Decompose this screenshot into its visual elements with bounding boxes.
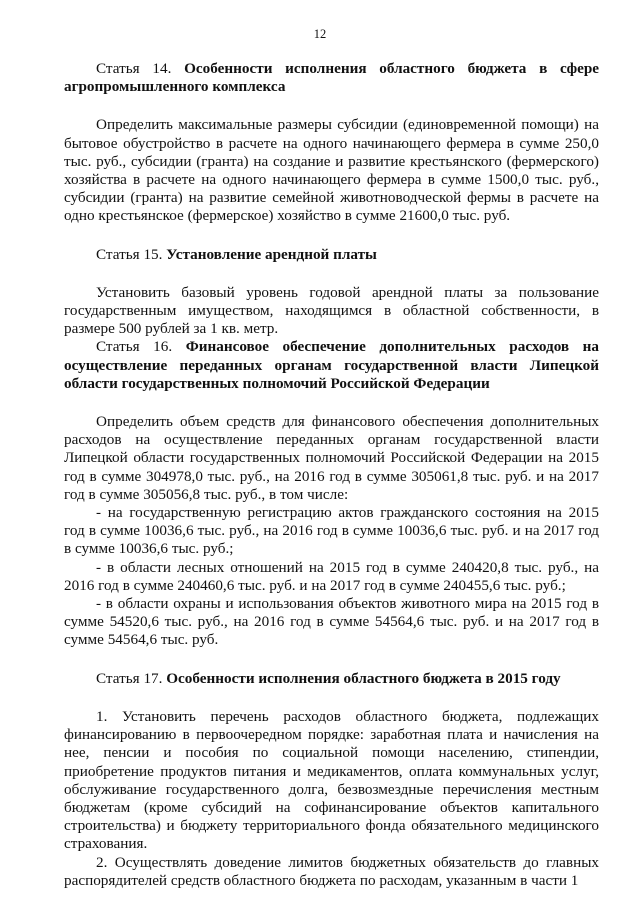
article-17-heading xyxy=(64,670,599,688)
page-number: 12 xyxy=(313,27,327,41)
article-14-number: Статья 14. xyxy=(96,60,172,77)
article-15-paragraph-1: Установить базовый уровень годовой арендной платы за пользование государственным имуществом, находящимся в областной собственности, в размере 500 рублей за 1 кв. метр. xyxy=(64,283,599,338)
article-15-title: Установление арендной платы xyxy=(166,245,377,263)
article-16-item-3: - в области охраны и использования объектов животного мира на 2015 год в сумме 54520,6 тыс. руб., на 2016 год в сумме 54564,6 тыс. руб. и на 2017 год в сумме 54564,6 тыс. руб. xyxy=(64,595,599,649)
article-17-title: Особенности исполнения областного бюджета в 2015 году xyxy=(166,669,561,687)
article-14-title: Особенности исполнения областного бюджета в сфере агропромышленного комплекса xyxy=(64,60,600,96)
article-17-number: Статья 17. xyxy=(96,669,163,687)
article-16-item-1: - на государственную регистрацию актов гражданского состояния на 2015 год в сумме 10036,6 тыс. руб., на 2016 год в сумме 10036,6 тыс. руб. и на 2017 год в сумме 10036,6 тыс. руб.; xyxy=(64,504,599,558)
article-14-paragraph-1: Определить максимальные размеры субсидии (единовременной помощи) на бытовое обустройство в расчете на одного начинающего фермера в сумме 250,0 тыс. руб., субсидии (гранта) на создание и развитие крестьянского (фермерского) хозяйства в расчете на одного начинающего фермера в сумме 1500,0 тыс. руб., субсидии (гранта) на развитие семейной животноводческой фермы в расчете на одно крестьянское (фермерское) хозяйство в сумме 21600,0 тыс. руб. xyxy=(64,116,599,225)
article-17-paragraph-2: 2. Осуществлять доведение лимитов бюджетных обязательств до главных распорядителей средств областного бюджета по расходам, указанным в части 1 xyxy=(64,853,599,889)
article-16-heading xyxy=(64,338,599,393)
article-16-paragraph-1: Определить объем средств для финансового обеспечения дополнительных расходов на осуществление переданных органам государственной власти Липецкой области государственных полномочий Российской Федерации на 2015 год в сумме 304978,0 тыс. руб., на 2016 год в сумме 305061,8 тыс. руб. и на 2017 год в сумме 305056,8 тыс. руб., в том числе: xyxy=(64,413,599,503)
article-16-title: Финансовое обеспечение дополнительных расходов на осуществление переданных органам государственной власти Липецкой области государственных полномочий Российской Федерации xyxy=(64,338,599,392)
document-body xyxy=(64,60,599,890)
article-14-heading xyxy=(64,60,599,96)
article-15-heading xyxy=(64,246,599,264)
article-16-item-2: - в области лесных отношений на 2015 год в сумме 240420,8 тыс. руб., на 2016 год в сумме 240460,6 тыс. руб. и на 2017 год в сумме 240455,6 тыс. руб.; xyxy=(64,558,599,594)
article-17-paragraph-1: 1. Установить перечень расходов областного бюджета, подлежащих финансированию в первоочередном порядке: заработная плата и начисления на нее, пенсии и пособия по социальной помощи населению, стипендии, приобретение продуктов питания и медикаментов, оплата коммунальных услуг, обслуживание государственного долга, безвозмездные перечисления местным бюджетам (кроме субсидий на софинансирование объектов капитального строительства) и бюджету территориального фонда обязательного медицинского страхования. xyxy=(64,707,599,853)
article-15-number: Статья 15. xyxy=(96,245,163,263)
article-16-number: Статья 16. xyxy=(96,338,173,356)
